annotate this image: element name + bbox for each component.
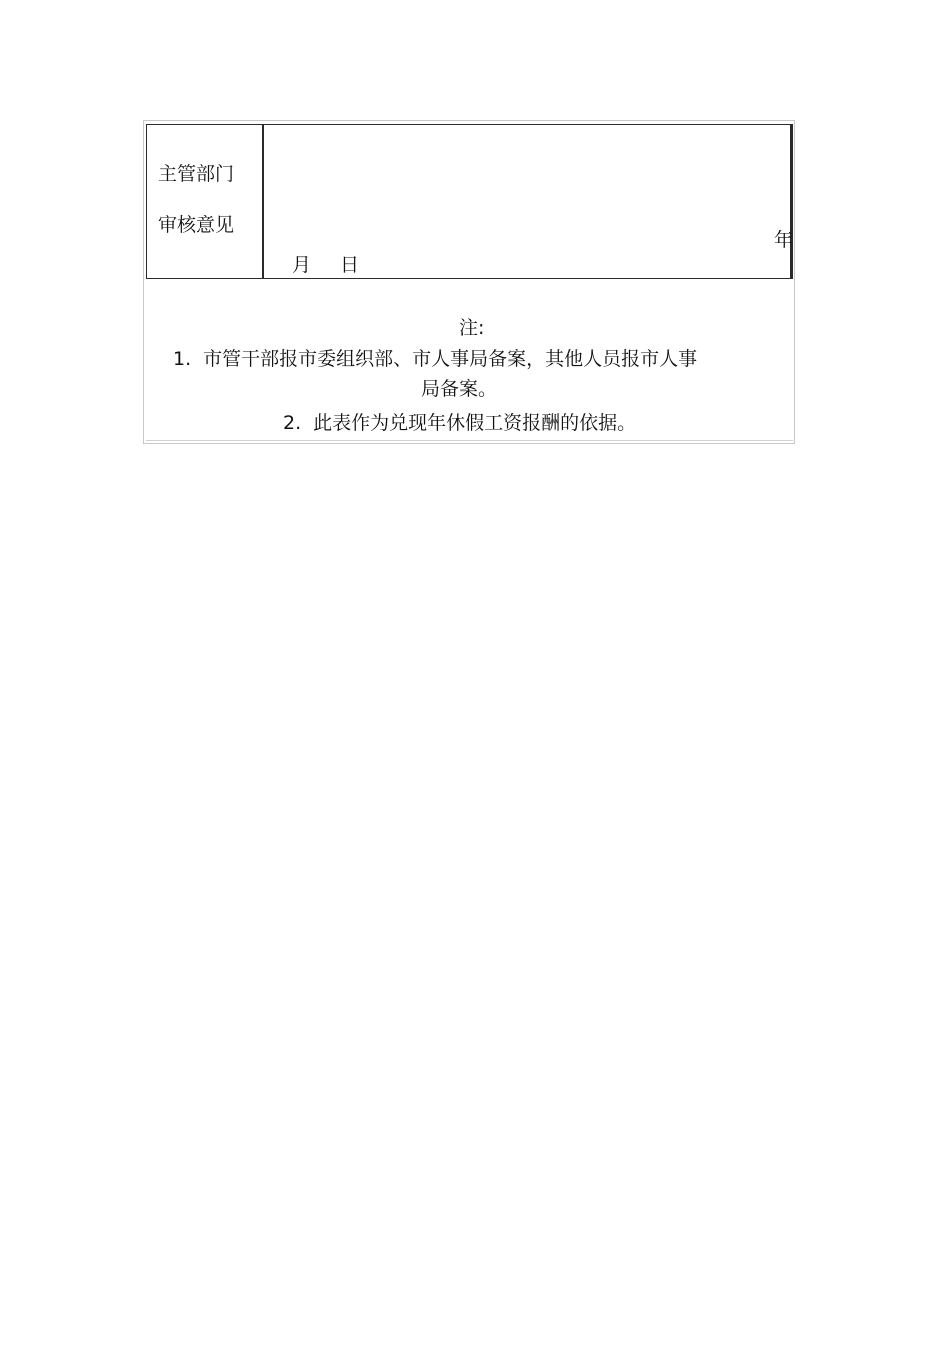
note-2-number: 2. (283, 412, 302, 434)
note-1-number: 1. (173, 348, 192, 370)
note-1-text: 市管干部报市委组织部、市人事局备案，其他人员报市人事 (203, 348, 698, 370)
note-item-2 (283, 411, 636, 435)
date-month-label: 月 (292, 254, 312, 276)
column-divider (262, 124, 264, 279)
row-right-border (790, 124, 792, 279)
note-item-1-continued: 局备案。 (421, 378, 498, 400)
review-label-line2: 审核意见 (158, 214, 235, 236)
review-label-line1: 主管部门 (158, 163, 235, 185)
date-year-label: 年 (774, 229, 794, 251)
notes-title: 注: (459, 317, 485, 339)
note-item-1 (173, 347, 697, 371)
table-bottom-border (146, 440, 793, 441)
review-row (146, 124, 793, 279)
date-day-label: 日 (340, 254, 360, 276)
note-2-text: 此表作为兑现年休假工资报酬的依据。 (313, 412, 637, 434)
